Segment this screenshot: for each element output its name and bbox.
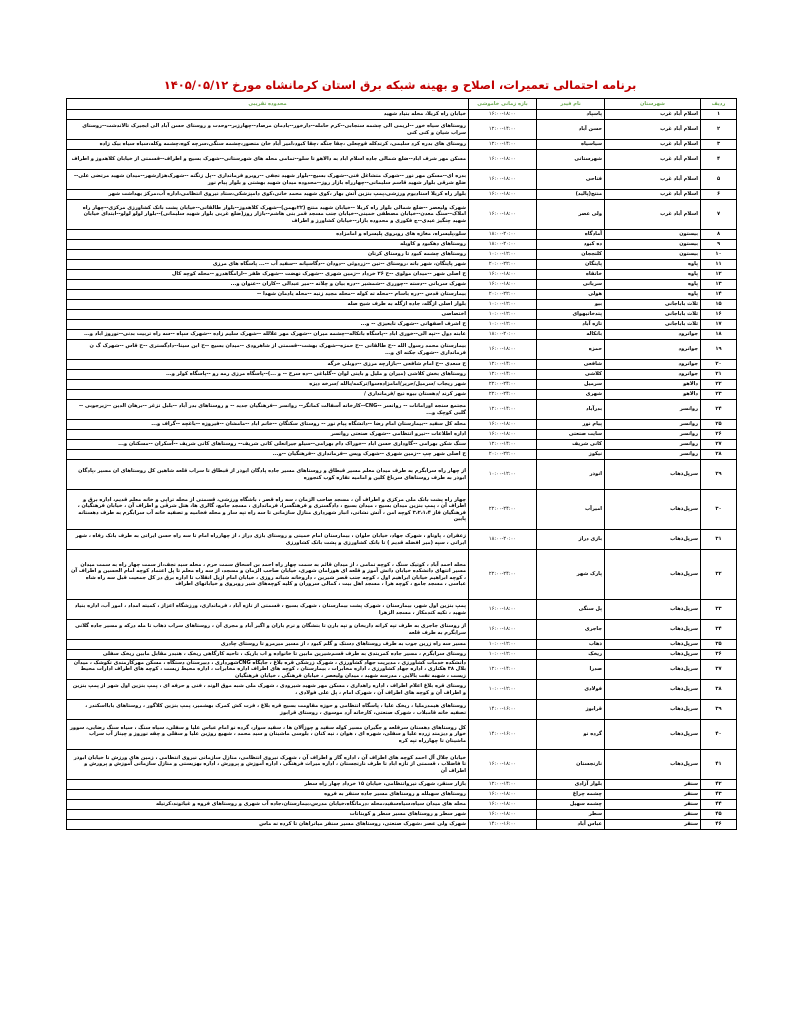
row-city: سنقر [605,780,701,790]
row-area: روستای های بدره کرد سلیمی، کرندکله قوچعلی ،چقا جنگه ،چقا کبود،امیر آباد خان منصور،چشمه سنگی،سرچه کوه،چشمه وکله،سیاه سیاه بیک زاده [67,140,469,150]
table-row [67,720,737,750]
row-city: بیستون [605,230,701,240]
row-feeder: فتاحی [537,170,605,190]
row-time: ۱۰:۰۰-۱۲:۰۰ [469,310,537,320]
row-city: جوانرود [605,330,701,340]
table-row [67,750,737,780]
row-city: سرپل‌ذهاب [605,460,701,490]
table-row [67,780,737,790]
table-header-row [67,99,737,110]
table-row [67,600,737,620]
row-time: ۱۶:۰۰-۱۸:۰۰ [469,750,537,780]
table-row [67,360,737,370]
row-city: سنقر [605,810,701,820]
table-row [67,820,737,830]
row-index: ۱۷ [701,320,737,330]
row-time: ۱۶:۰۰-۱۸:۰۰ [469,110,537,120]
table-row [67,530,737,550]
row-index: ۲۳ [701,390,737,400]
row-time: ۱۲:۰۰-۱۴:۰۰ [469,780,537,790]
header-index: ردیف [701,99,737,110]
row-feeder: سطر [537,810,605,820]
row-time: ۱۲:۰۰-۱۴:۰۰ [469,660,537,680]
row-area: محله احمد آباد ، کوتیک سنگ ، کوچه تمامی ، از میدان قائم به سمت چهار راه احمد بن اسحاق سمت حرم ، محله سید نجف،از سمت چهار راه به سمت میدان مسیر انتهای دانشکده خیابان دانش آموز و قلعه ای هورامان شهری، خیابان صاحب الزمان و مسجد، از سه راه معلم تا پل اعتماد کوچه امام الحسین و اطراف آن ، کوچه ابراهیم خیابان ابراهیم اول ، کوچه جنب قصر شیرین ، داروخانه شبانه روزی ، خیابان امام ازپل انقلاب تا اداره برق در کل جمعیت قبل سه راه شاه عباسی ، مسجد جامع ، کوچه هرا ، مسجد اهل بیت ، کمالی سروران و کلیه کوچه‌های شیر روبروی و خیابانهای اطراف [67,550,469,600]
row-time: ۱۲:۰۰-۱۴:۰۰ [469,360,537,370]
row-time: ۲۲:۰۰-۲۴:۰۰ [469,490,537,530]
row-feeder: امیرآب [537,490,605,530]
row-city: سرپل‌ذهاب [605,550,701,600]
row-area: کل روستاهای دهستان سرقلعه و جگیران مسیر کوله سفید و چوزآلان ها ، سفید سوار، گرده نو امام عباس علیا و سفلی، سیاه سنگ ، سیاه سنگ رضایی، سوور خوار و دیزمند زرده علیا و سفلی، شهره ای ، هوان ، نیه کنان ، بلوسی ماشینان و سید محمد ، شهیع روژین علیا و سفلی و چقه نوروز و چیناز آب سراب ماشینان تا چهارراه تپه کره [67,720,469,750]
row-city: جوانرود [605,340,701,360]
row-area: روستاهای دهکبود و کاویله [67,240,469,250]
table-row [67,490,737,530]
row-index: ۳۲ [701,550,737,600]
row-index: ۹ [701,240,737,250]
row-index: ۲۵ [701,420,737,430]
row-area: شهر ریجاب /سرمیل/حریر/امامزاده‌سوا/ترکمه/بالله /سرخه دیزه [67,380,469,390]
table-row [67,660,737,680]
row-city: سرپل‌ذهاب [605,620,701,640]
row-city: پاوه [605,280,701,290]
row-time: ۲۲:۰۰-۲۴:۰۰ [469,380,537,390]
row-feeder: بیو [537,300,605,310]
table-row [67,290,737,300]
row-city: سرپل‌ذهاب [605,600,701,620]
row-area: چهار راه پشت بانک ملی مرکزی و اطراف آن ، مسجد صاحب الزمان ، سه راه قصر ، باشگاه ورزشی، قسمتی از محله تراپی و خانه معلم قدیم، اداره برق و اطراف آن ، پمپ بنزین میدان بسیج ، میدان بسیج ، دادگستری و فرهنگسرا، فرمانداری ، مسجد جامع، گالری ها، هتل شرقی و اطراف آن ، خیابان فرهنگیان ، فرهنگیان فاز ۳،۲،۱،۴ کوچه امن ، آتش نشانی، انبار شهرداری منازل سازمانی تا سه راه تپه سار و محله فخامیه و تصفیه خانه آب سرابگرم به طرف دهستانه پایین [67,490,469,530]
table-row [67,700,737,720]
table-row [67,430,737,440]
row-city: پاوه [605,290,701,300]
row-time: ۱۲:۰۰-۱۴:۰۰ [469,370,537,380]
row-city: اسلام آباد غرب [605,150,701,170]
row-city: سنقر [605,790,701,800]
row-time: ۱۰:۰۰-۱۲:۰۰ [469,640,537,650]
row-area: از چهار راه سرابگرم به طرف میدان معلم مسیر قبطاق و روستاهای مسیر جاده پادگان ابوذر از قبطاق تا سراب قلعه شاهین کل روستاهای ان مسیر ،پادگان ابوذر به طرف روستاهای سرباغ کلین و امامیه تقاره کوب کنجوره [67,460,469,490]
row-city: سرپل‌ذهاب [605,750,701,780]
row-feeder: گرده نو [537,720,605,750]
row-area: از روستای جاجری به طرف تپه کرانه داربخان و تپه بارن تا بنشگان و نرم باران و اگیر آباد و مجری آن ، روستاهای سراب ذهاب تا مله درکه و مسیر جاده گلانی‌ سرابگرم به طرف قلعه [67,620,469,640]
row-city: پاوه [605,260,701,270]
row-time: ۱۸:۰۰-۲۰:۰۰ [469,230,537,240]
table-row [67,620,737,640]
row-time: ۱۶:۰۰-۱۸:۰۰ [469,190,537,200]
row-city: اسلام آباد غرب [605,120,701,140]
row-city: ثلاث باباجانی [605,310,701,320]
row-index: ۱۸ [701,330,737,340]
row-area: بلوار راه کربلا استادیوم ورزشی،پمپ بنزین آتش بهار ،کوی شهید محمد خانی،کوی دامپزشکی،ستاد نیروی انتظامی،اداره آب،مرکز بهداشت شهر [67,190,469,200]
row-index: ۳۶ [701,650,737,660]
row-index: ۱۶ [701,310,737,320]
row-time: ۱۶:۰۰-۱۸:۰۰ [469,420,537,430]
table-row [67,140,737,150]
row-index: ۲۲ [701,380,737,390]
row-index: ۲۴ [701,400,737,420]
row-city: اسلام آباد غرب [605,200,701,230]
row-index: ۴۳ [701,790,737,800]
row-area: شهرک ولیعصر --ضلع شمالی بلوار راه کربلا --خیابان شهید منتج (۲۲بهمن)--شهرک کلاهدوز--بلوار طالقانی--خیابان پشت بانک کشاورزی مرکزی--چهار راه املاک--سنگ معدن--خیابان مصطفی خمینی--خیابان جنب مسجد قمر بنی هاشم--بازار روز(ضلع غربی بلوار شهید سلیمانی)--بلوار لولو لولو--ابتدای خیابان شهید چنگیز عیدی--ج فکوری و محدوده بازار--خیابان کشاورز و اطراف [67,200,469,230]
row-feeder: فولادی [537,680,605,700]
row-feeder: ولی عصر [537,200,605,230]
row-feeder: کلنججان [537,250,605,260]
table-row [67,440,737,450]
row-index: ۲۶ [701,430,737,440]
row-city: سرپل‌ذهاب [605,490,701,530]
table-row [67,390,737,400]
row-city: سرپل‌ذهاب [605,720,701,750]
row-area: مسکن مهر شرف اباد--ضلع شمالی جاده اسلام اباد به دالاهو تا سلو--تمامی محله های شهرستانی--شهرک بسیج و اطراف--قسمتی از خیابان کلاهدوز و اطراف [67,150,469,170]
outage-schedule-table [66,98,737,830]
row-time: ۱۶:۰۰-۱۸:۰۰ [469,430,537,440]
header-time: بازه زمانی خاموشی [469,99,537,110]
row-feeder: حمزه [537,340,605,360]
row-feeder: پاینگان [537,260,605,270]
row-area: خیابان جلال آل احمد کوچه های اطراف آن ، اداره گاز و اطراف آن ، شهرک نیروی انتظامی، منازل سازمانی نیروی انتظامی ، زمین های ورزش تا خیابان ابوذر تا فاضلاب ، قسمتی از تازه اباد تا طرف نارنجستان ، اداره میراث فرهنگی ، اداره آموزش و پرورش ، اداره بهزیستی و منازل سازمانی آموزش و پرورش و اطراف آن [67,750,469,780]
row-city: اسلام آباد غرب [605,190,701,200]
row-area: عابنه دول --تپه الی--خوری اباد --پاسگاه بانکاله--چشمه میران --شهرک مهر علالله --شهرک سلیم زاده --شهرک سپاه --سه راه تربیت بدنی--نوروز اباد و... [67,330,469,340]
row-feeder: سیاسیاه [537,140,605,150]
row-time: ۱۶:۰۰-۱۸:۰۰ [469,790,537,800]
row-index: ۴ [701,150,737,170]
table-row [67,460,737,490]
row-index: ۴۱ [701,750,737,780]
row-time: ۲۰:۰۰-۲۲:۰۰ [469,260,537,270]
table-row [67,640,737,650]
page-title: برنامه احتمالی تعمیرات، اصلاح و بهینه شبکه برق استان کرمانشاه مورخ ۱۴۰۵/۰۵/۱۲ [163,78,637,92]
row-city: بیستون [605,240,701,250]
row-area: بلوار اصلی ازگله، جاده ازگله به طرف شیخ صله [67,300,469,310]
row-area: سنگ شکن بهرامی --گاوداری حسن اباد --خوراک دام بهرامی--سیلو جیرانعلی کانی شریف-- روستاهای کانی شریف --آسکران --مسکنان و... [67,440,469,450]
row-feeder: ذهاب [537,640,605,650]
row-area: محله های میدان سیاه،سیاه‌سفید،محله ،درمانگاه،خیابان مدرس،بیمارستان،جاده آب شهری و روستاهای فروه و غیاثوند،کرتیله [67,800,469,810]
row-feeder: کانی شریف [537,440,605,450]
table-row [67,650,737,660]
row-city: سنقر [605,820,701,830]
row-index: ۴۵ [701,810,737,820]
row-index: ۳۴ [701,620,737,640]
row-area: روستای سرابگرم ، مسیر جاده کمربندی به طرف قسم‌شیرین مابین تا خانواده و اب باریک ، ناحیه کارگاهی ریخک ، هنبدر مقابل مابین ریخک سفلی [67,650,469,660]
row-index: ۲۱ [701,370,737,380]
row-time: ۱۶:۰۰-۱۸:۰۰ [469,800,537,810]
row-city: پاوه [605,270,701,280]
row-index: ۱ [701,110,737,120]
row-time: ۱۴:۰۰-۱۶:۰۰ [469,820,537,830]
row-feeder: خانقاه [537,270,605,280]
row-city: سرپل‌ذهاب [605,680,701,700]
table-row [67,150,737,170]
row-time: ۱۰:۰۰-۱۲:۰۰ [469,300,537,310]
row-time: ۱۶:۰۰-۱۸:۰۰ [469,170,537,190]
table-row [67,300,737,310]
row-time: ۲۲:۰۰-۲۴:۰۰ [469,390,537,400]
row-time: ۱۸:۰۰-۲۰:۰۰ [469,530,537,550]
row-time: ۱۰:۰۰-۱۲:۰۰ [469,460,537,490]
row-city: سنقر [605,800,701,810]
row-index: ۶ [701,190,737,200]
row-area: شهر کرند /دهستان بیوه نیج /فرمانداری / [67,390,469,400]
row-feeder: جاجری [537,620,605,640]
header-feeder: نام فیدر [537,99,605,110]
row-index: ۲۰ [701,360,737,370]
row-feeder: پارک شهر [537,550,605,600]
row-city: بیستون [605,250,701,260]
row-time: ۱۴:۰۰-۱۶:۰۰ [469,700,537,720]
row-feeder: شهری [537,390,605,400]
row-area: اداره اطلاعات --نیرو انتظامی --شهرک صنعتی روانسر [67,430,469,440]
row-feeder: سربانی [537,280,605,290]
row-index: ۱۵ [701,300,737,310]
row-index: ۴۰ [701,720,737,750]
row-city: جوانرود [605,360,701,370]
row-index: ۳۷ [701,660,737,680]
row-area: روستاهای سهبلله و روستاهای مسیر جاده سنقر به فروه [67,790,469,800]
row-feeder: کلاشی [537,370,605,380]
row-time: ۱۲:۰۰-۱۴:۰۰ [469,120,537,140]
row-city: روانسر [605,400,701,420]
row-feeder: نارنجستان [537,750,605,780]
row-area: مسیر سه راه زرین جوب به طرف روستاهای دستک و گلم کبود ، از مسیر میرمرو تا روستای چادری [67,640,469,650]
row-feeder: نیکوز [537,450,605,460]
row-feeder: عباس آباد [537,820,605,830]
row-city: روانسر [605,450,701,460]
row-index: ۷ [701,200,737,230]
row-area: خیابان راه کربلا، محله بنیاد شهید [67,110,469,120]
row-index: ۱۴ [701,290,737,300]
row-time: ۱۶:۰۰-۱۸:۰۰ [469,810,537,820]
row-time: ۱۲:۰۰-۱۴:۰۰ [469,400,537,420]
row-city: سرپل‌ذهاب [605,530,701,550]
table-row [67,800,737,810]
row-index: ۱۲ [701,270,737,280]
row-city: سرپل‌ذهاب [605,700,701,720]
row-city: جوانرود [605,370,701,380]
row-index: ۴۶ [701,820,737,830]
row-area: شهر پاینگان، شهر باته ،روستای --تین --زردوئی --دودان --دگاسپانه --سفید آب --... پاسگاه های مرزی [67,260,469,270]
row-area: روستاهای سیاه خور --لریمی الی چشمه سنجابی--کرم حامله--دارخور--یادمان مرصاد--چهارزبر--وحدت و روستای حسن آباد الی ابجیرک تالاندشت--روستای سراب شیان و کنی کنی [67,120,469,140]
row-time: ۱۶:۰۰-۱۸:۰۰ [469,270,537,280]
row-index: ۳۳ [701,600,737,620]
table-row [67,810,737,820]
table-row [67,680,737,700]
row-area: زعفران ، پاوناو ، شهرک جهاد، خیابان حلوان ، بیمارستان امام خمینی و روستای بازی دراز ، از چهارراه امام تا سه راه حسن ایرانی به طرف بانک رفاه ، شهر ایرانی ، سپه (میر افضله قدیم ) تا بانک کشاورزی و پشت بانک کشاورزی [67,530,469,550]
row-feeder: بازی دراز [537,530,605,550]
row-index: ۱۰ [701,250,737,260]
row-index: ۱۳ [701,280,737,290]
row-feeder: سرمیل [537,380,605,390]
row-area: اختصاصی [67,310,469,320]
row-feeder: منتج(پالید) [537,190,605,200]
row-area: شهرک ولی عصر ،شهرک صنعتی، روستاهای مسیر سنقر میانراهان تا کرده نه ماس [67,820,469,830]
header-area: محدوده تقریبی [67,99,469,110]
table-row [67,380,737,390]
table-row [67,790,737,800]
row-index: ۱۹ [701,340,737,360]
table-row [67,280,737,290]
row-area: بیمارستان محمد رسول الله --خ طالقانی --خ حمزه--شهرک بهشت--قسمتی از شاهرودی --میدان بسیج --خ ابن سینا--دادگستری --خ قاس --شهرک گ ن فرمانداری --شهرک جکنه ای و... [67,340,469,360]
row-city: سرپل‌ذهاب [605,660,701,680]
table-row [67,420,737,430]
row-feeder: پیام نور [537,420,605,430]
row-feeder: شافعی [537,360,605,370]
table-row [67,310,737,320]
row-time: ۱۶:۰۰-۱۸:۰۰ [469,600,537,620]
row-area: بیمارستان قدس --دره باسام --محله ته کوله --محله مجید زنبه --محله یادمان شهدا -- [67,290,469,300]
row-area: روستای قره بلاغ اعلام اطراف ، اداره راهداری ، مسکن مهر شهید شیرودی ، شهرک ملی شبه موق الوند ، فنی و حرفه ای ، پمپ بنزین اول شهر از پمپ بنزین و اطراف آن و کوچه های اطراف آن ، شهرک امام ، پل علی فولادی ، [67,680,469,700]
row-area: دانشکده خدمات کشاورزی ، مدیریت جهاد کشاورزی ، شهرک زرشکی قره بلاغ ، جایگاه CNGشهرداری ، دبیرستان دستگاه ، مسکن مهرکارمندی تکوشک ، میدان بلال ۳۸ هکتاری ، اداره جهاد کشاورزی ، اداره مخابرات ، بیمارستان ، کوچه های اطراف اداره مخابرات ، اداره محیط زیست ، کوچه های اطراف ادارات محیط زیست ، شهبه تفت بالایی ، مدرسه شهید ، میدان ولیعصر ، خیابان فرهنگی ، خیابان فرهنگیان [67,660,469,680]
row-feeder: قرابوز [537,700,605,720]
row-area: شهرک سربانی --دسته --چورری --شمشیر --دره بیان و چلانه --میر عبدالی --کاران --عنوان و... [67,280,469,290]
row-area: خ سعدی --خ امام شافعی --بازارچه مرزی --دوبلی خرگه [67,360,469,370]
row-feeder: پاسپاد [537,110,605,120]
table-row [67,240,737,250]
header-city: شهرستان [605,99,701,110]
table-row [67,200,737,230]
row-index: ۳۱ [701,530,737,550]
row-feeder: بلوار آزادی [537,780,605,790]
row-time: ۱۸:۰۰-۲۰:۰۰ [469,240,537,250]
row-index: ۲ [701,120,737,140]
row-feeder: چشمه سهیل [537,800,605,810]
table-row [67,110,737,120]
row-area: روستاهای چشمه کبود تا روستای کرتان [67,250,469,260]
table-row [67,260,737,270]
table-row [67,400,737,420]
row-index: ۲۸ [701,450,737,460]
table-row [67,270,737,280]
table-row [67,170,737,190]
table-row [67,190,737,200]
row-time: ۱۶:۰۰-۱۸:۰۰ [469,340,537,360]
row-index: ۲۹ [701,460,737,490]
row-feeder: صدرا [537,660,605,680]
row-feeder: انوذر [537,460,605,490]
row-time: ۲۲:۰۰-۲۴:۰۰ [469,550,537,600]
table-row [67,450,737,460]
row-area: خ اصلی شهر چپ --زمین شهری --شهرک ویس --فرمانداری --فرهنگیان --و... [67,450,469,460]
row-time: ۱۰:۰۰-۱۲:۰۰ [469,680,537,700]
table-row [67,320,737,330]
row-feeder: آمادگاه [537,230,605,240]
row-area: محله کل سفید --بیمارستان امام رضا --دانشگاه پیام نور -- روستای سکنگان --خانم اباد --مامشان --فیروزه --باغچه --گراف و... [67,420,469,430]
row-index: ۳۵ [701,640,737,650]
row-feeder: حسن آباد [537,120,605,140]
table-row [67,250,737,260]
row-index: ۴۴ [701,800,737,810]
row-city: دالاهو [605,380,701,390]
row-index: ۳۸ [701,680,737,700]
row-city: روانسر [605,420,701,430]
row-time: ۱۲:۰۰-۱۴:۰۰ [469,140,537,150]
row-time: ۱۶:۰۰-۱۸:۰۰ [469,620,537,640]
row-area: بدره ای--مسکن مهر نور --شهرک متشاغل فنی--شهرک بسیج--بلوار شهید نجفی --روبرو فرمانداری --پل زنگنه --شهرک‌هزار‌شهر--میدان شهید مرتضی علی--ضلع شرقی بلوار شهید قاسم سلیمانی--چهارراه بازار روز--محدوده میدان شهید بهشتی و بلوار پیام نور [67,170,469,190]
row-time: ۱۰:۰۰-۱۲:۰۰ [469,320,537,330]
row-feeder: شهرستانی [537,150,605,170]
row-city: اسلام آباد غرب [605,110,701,120]
row-time: ۱۰:۰۰-۱۲:۰۰ [469,250,537,260]
row-time: ۲۰:۰۰-۲۲:۰۰ [469,290,537,300]
row-feeder: بدرآباد [537,400,605,420]
row-time: ۱۸:۰۰-۲۰:۰۰ [469,330,537,340]
row-feeder: پتدخانیهوای [537,310,605,320]
row-time: ۱۶:۰۰-۱۸:۰۰ [469,280,537,290]
row-index: ۲۷ [701,440,737,450]
row-time: ۱۶:۰۰-۱۸:۰۰ [469,150,537,170]
row-index: ۳۹ [701,700,737,720]
row-area: مجتمع سنجه اورامانات -- روانسر --CNG--کارخانه آسفالت کمانگر-- روانسر --فرهنگیان جدید -- و روستاهای بدر آباد --بلبل تزغر --برهان الدین --زیرجوبی --گلبی کوچک و... [67,400,469,420]
row-index: ۸ [701,230,737,240]
row-city: ثلاث باباجانی [605,320,701,330]
row-time: ۱۰:۰۰-۱۲:۰۰ [469,650,537,660]
table-row [67,330,737,340]
row-index: ۱۱ [701,260,737,270]
row-feeder: ده کبود [537,240,605,250]
table-body [67,110,737,830]
row-city: سرپل‌ذهاب [605,640,701,650]
row-city: اسلام آباد غرب [605,170,701,190]
row-feeder: پل سنگی [537,600,605,620]
row-feeder: ریخک [537,650,605,660]
row-time: ۱۲:۰۰-۱۴:۰۰ [469,440,537,450]
row-area: خ اشرف اصفهانی --شهرک تابعیزی -- و... [67,320,469,330]
table-row [67,550,737,600]
row-feeder: تازه آباد [537,320,605,330]
row-area: خ اصلی شهر --میدان مولوی --خ ۲۶ خرداد --زمین شهری --شهرک نهضت --شهرک ظفر --ارامگاهدرو --محله کوچه کال [67,270,469,280]
table-row [67,230,737,240]
row-index: ۳۰ [701,490,737,530]
row-time: ۱۴:۰۰-۱۶:۰۰ [469,720,537,750]
row-city: روانسر [605,430,701,440]
row-feeder: چشمه چراغ [537,790,605,800]
row-index: ۵ [701,170,737,190]
row-time: ۱۶:۰۰-۱۸:۰۰ [469,200,537,230]
row-area: شهر سطر و روستاهای مسیر سطر و کوبتانات [67,810,469,820]
row-index: ۴۲ [701,780,737,790]
table-row [67,370,737,380]
row-area: بازار سنقر، شهرک نیروانتظامی، خیابان ۱۵ خرداد چهار راه سطر [67,780,469,790]
row-city: دالاهو [605,390,701,400]
row-area: سلو،پلیسراه، مغازه های روبروی پلیسراه و امامزاده [67,230,469,240]
row-city: اسلام آباد غرب [605,140,701,150]
row-city: ثلاث باباجانی [605,300,701,310]
row-feeder: هولی [537,290,605,300]
row-time: ۲۰:۰۰-۲۲:۰۰ [469,450,537,460]
row-feeder: بانکاله [537,330,605,340]
row-area: روستاهای هیمدرملیا ، ریخک علیا ، پاسگاه انتظامی و حوزه مقاومت بسیج قره بلاغ ، فرت کش کمرک بهشمیر، پمپ بنزین کلاگور ، روستاهای بابااسکندر ، تصفیه خانه قامبلاب ، شهرک صنعتی، کارخانه آرد موسوی ، روستای قرابوز [67,700,469,720]
row-feeder: سایت صنعتی [537,430,605,440]
row-city: سرپل‌ذهاب [605,650,701,660]
table-row [67,340,737,360]
row-area: روستاهای بخش کلاشی (میران و ملیل و باینی لوان --گلباغی --ده سرخ -- و ...)--پاسگاه مرزی رمه رو --پاسگاه کولر و... [67,370,469,380]
row-area: پمپ بنزین اول شهر، بیمارستان ، شهرک پشت بیمارستان ، شهرک بسیج ، قسمتی از تازه آباد ، فرمانداری، ورزشگاه اعزاز ، کمیته امداد ، امور آب، اداره بنیاد شهید ، تکیه کندمکاز ، مسجد الزهرا [67,600,469,620]
table-row [67,120,737,140]
row-city: روانسر [605,440,701,450]
row-index: ۳ [701,140,737,150]
